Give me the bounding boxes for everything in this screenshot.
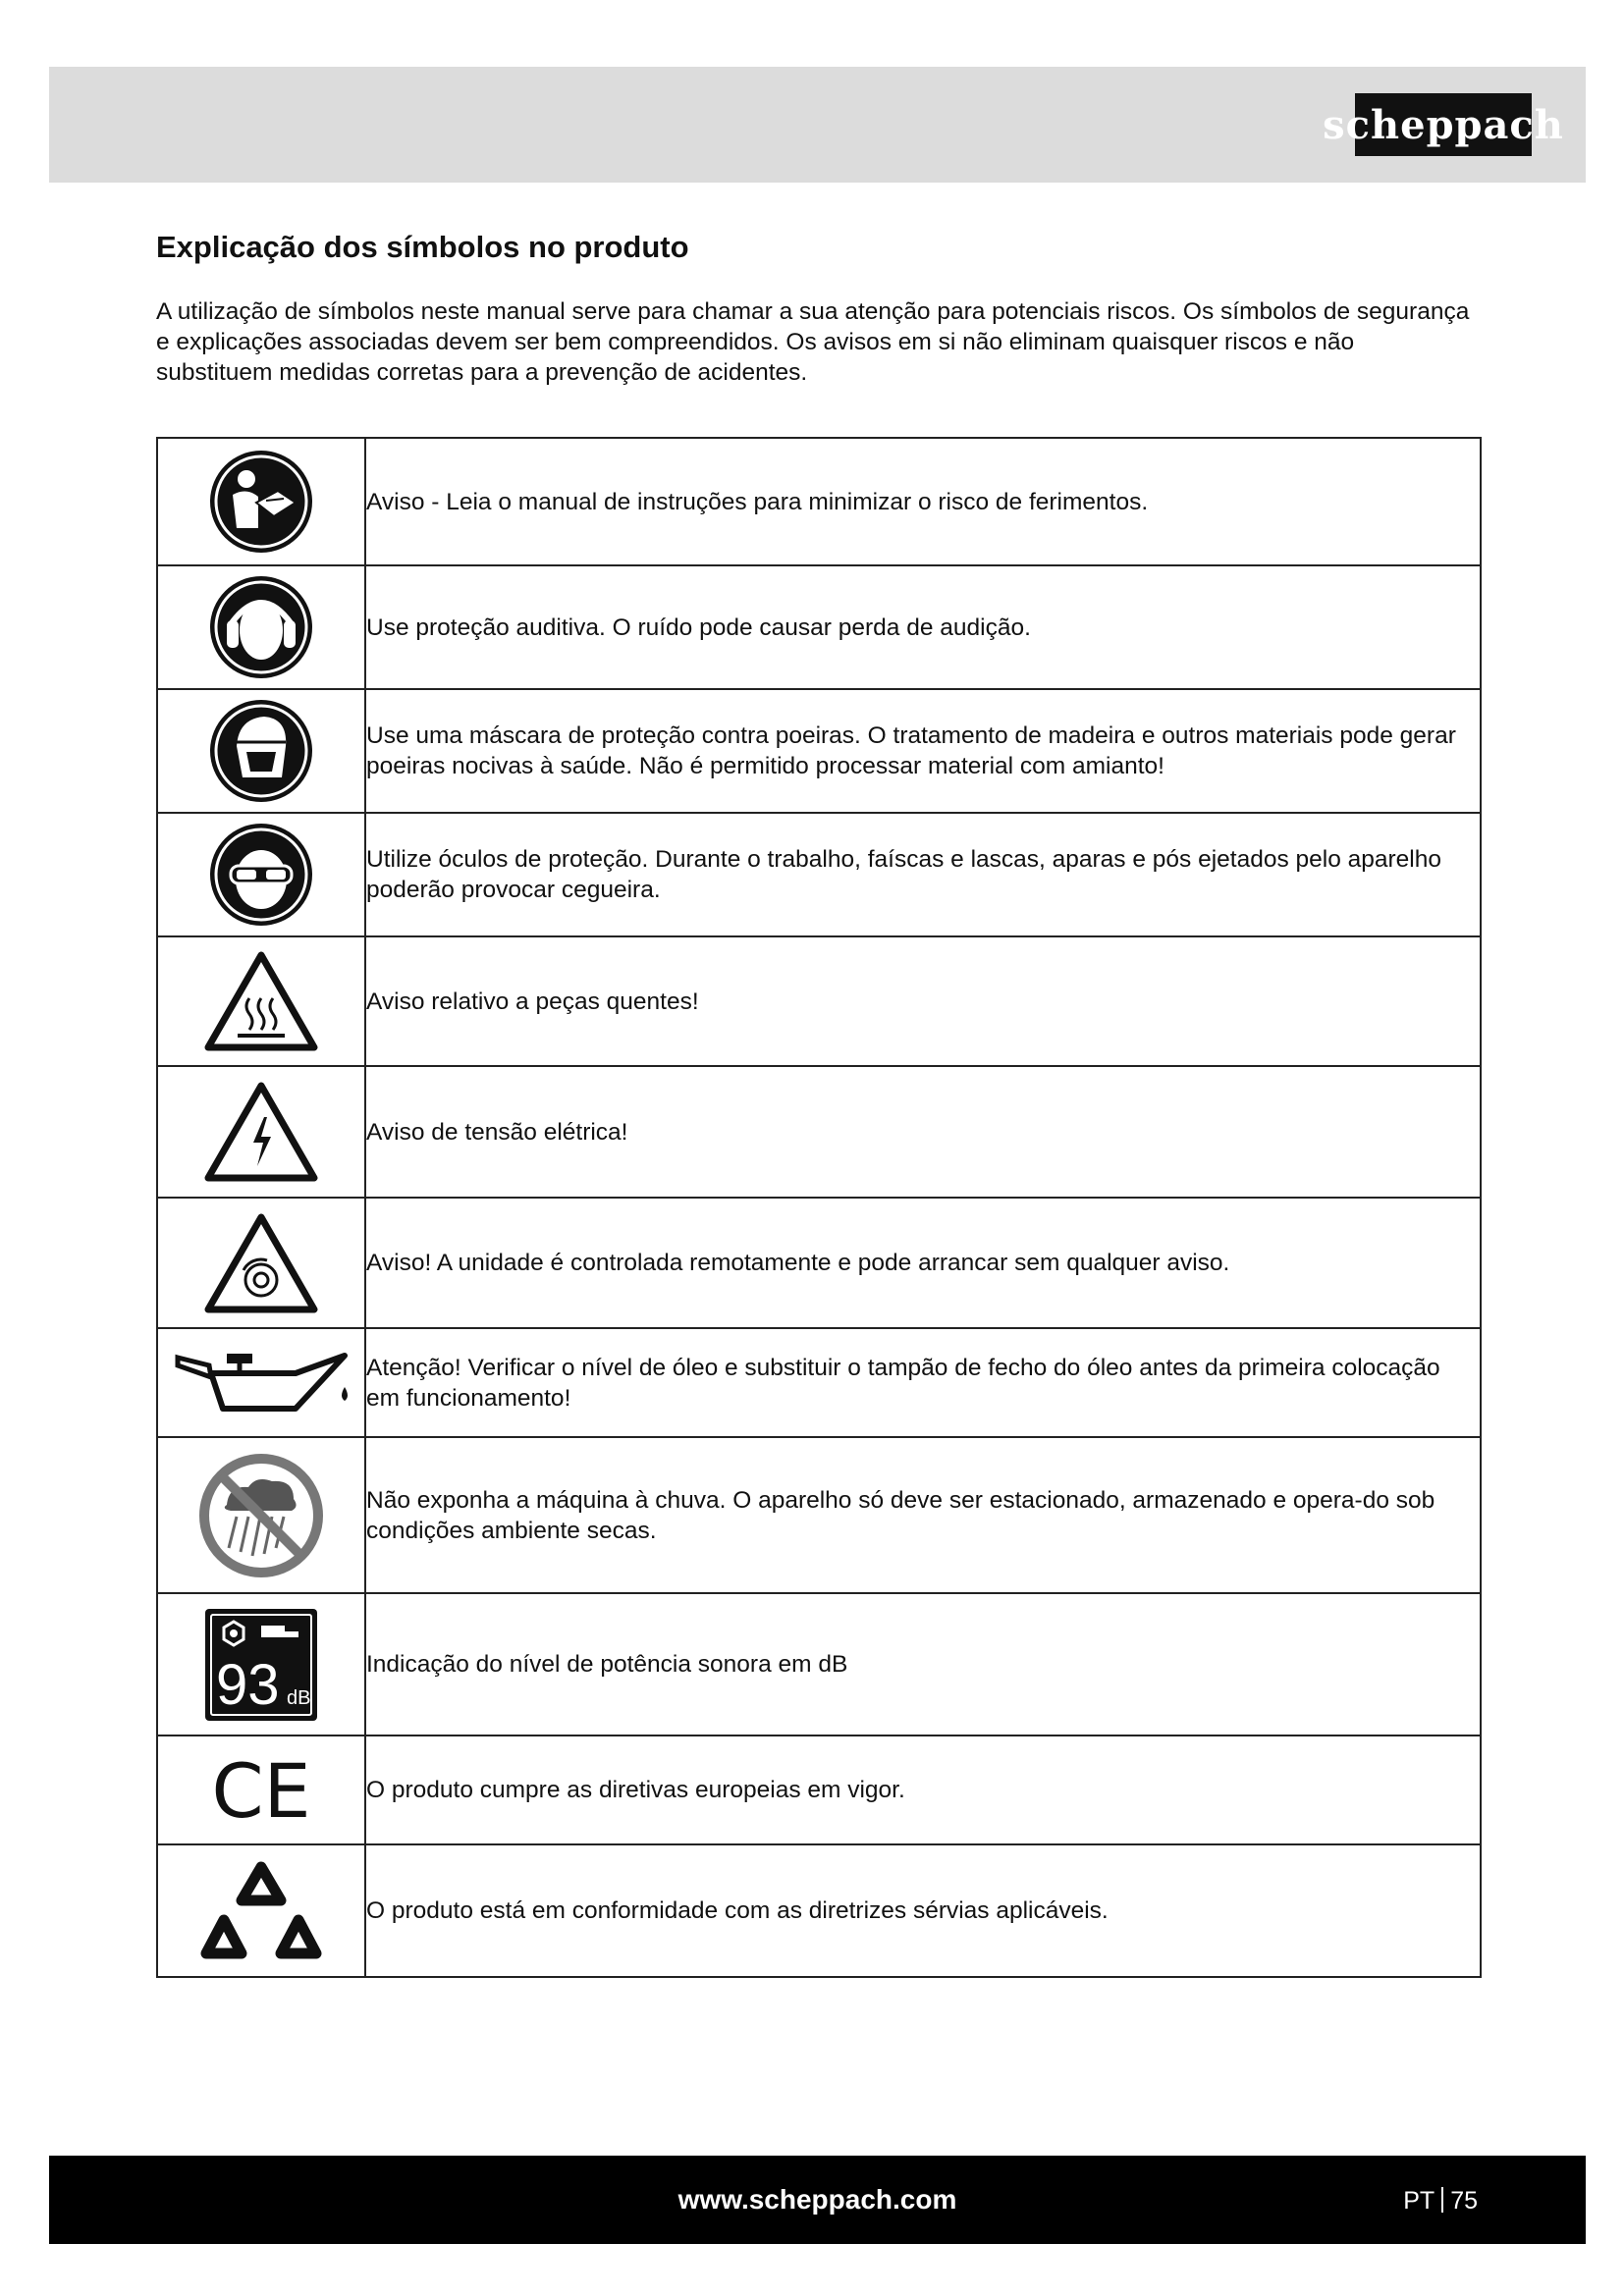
intro-paragraph: A utilização de símbolos neste manual serve para chamar a sua atenção para potenciais riscos. Os símbolos de segurança e explicações associadas devem ser bem compreendidos. Os avisos em si não eliminam quaisquer riscos e não substituem medidas corretas para a prevenção de acidentes. xyxy=(156,298,1470,386)
table-row xyxy=(157,1844,1481,1977)
row-text: O produto cumpre as diretivas europeias em vigor. xyxy=(365,1735,1481,1844)
table-row xyxy=(157,813,1481,936)
page-number xyxy=(1403,2156,1478,2244)
table-row xyxy=(157,689,1481,813)
table-row xyxy=(157,1198,1481,1328)
sound-level-unit: dB xyxy=(287,1686,311,1709)
table-row xyxy=(157,936,1481,1066)
electric-voltage-warning-icon xyxy=(202,1080,320,1184)
sound-power-level-icon xyxy=(202,1606,320,1724)
row-text: Utilize óculos de proteção. Durante o trabalho, faíscas e lascas, aparas e pós ejetados pelo aparelho poderão provocar cegueira. xyxy=(365,813,1481,936)
ce-mark-icon xyxy=(202,1756,320,1825)
hot-surface-warning-icon xyxy=(202,949,320,1053)
table-row xyxy=(157,1593,1481,1735)
row-text: Não exponha a máquina à chuva. O aparelho só deve ser estacionado, armazenado e opera-do sob condições ambiente secas. xyxy=(365,1437,1481,1593)
row-text: O produto está em conformidade com as diretrizes sérvias aplicáveis. xyxy=(365,1844,1481,1977)
row-text: Aviso de tensão elétrica! xyxy=(365,1066,1481,1198)
row-text: Indicação do nível de potência sonora em dB xyxy=(365,1593,1481,1735)
row-text: Atenção! Verificar o nível de óleo e substituir o tampão de fecho do óleo antes da primeira colocação em funcionamento! xyxy=(365,1328,1481,1437)
no-rain-icon xyxy=(197,1452,325,1579)
language-code: PT xyxy=(1403,2187,1435,2215)
sound-level-value: 93 xyxy=(216,1652,280,1717)
row-text: Aviso! A unidade é controlada remotamente e pode arrancar sem qualquer aviso. xyxy=(365,1198,1481,1328)
table-row xyxy=(157,1735,1481,1844)
header-band xyxy=(49,67,1586,183)
footer-url: www.scheppach.com xyxy=(677,2184,957,2215)
separator xyxy=(1441,2187,1443,2213)
row-text: Aviso relativo a peças quentes! xyxy=(365,936,1481,1066)
page-num: 75 xyxy=(1450,2187,1478,2215)
brand-logo: scheppach xyxy=(1355,93,1532,156)
row-text: Aviso - Leia o manual de instruções para minimizar o risco de ferimentos. xyxy=(365,438,1481,565)
dust-mask-icon xyxy=(207,697,315,805)
safety-goggles-icon xyxy=(207,821,315,929)
svg-text:CE: CE xyxy=(211,1755,311,1825)
table-row xyxy=(157,565,1481,689)
automatic-start-warning-icon xyxy=(202,1211,320,1315)
table-row xyxy=(157,1066,1481,1198)
footer xyxy=(49,2156,1586,2244)
oil-can-icon xyxy=(168,1344,354,1422)
table-row xyxy=(157,1328,1481,1437)
page-title: Explicação dos símbolos no produto xyxy=(156,230,689,264)
read-manual-icon xyxy=(207,448,315,556)
ear-protection-icon xyxy=(207,573,315,681)
row-text: Use proteção auditiva. O ruído pode causar perda de audição. xyxy=(365,565,1481,689)
symbols-table xyxy=(156,437,1482,1978)
row-text: Use uma máscara de proteção contra poeiras. O tratamento de madeira e outros materiais pode gerar poeiras nocivas à saúde. Não é permitido processar material com amianto! xyxy=(365,689,1481,813)
serbian-conformity-icon xyxy=(200,1857,322,1965)
table-row xyxy=(157,1437,1481,1593)
table-row xyxy=(157,438,1481,565)
